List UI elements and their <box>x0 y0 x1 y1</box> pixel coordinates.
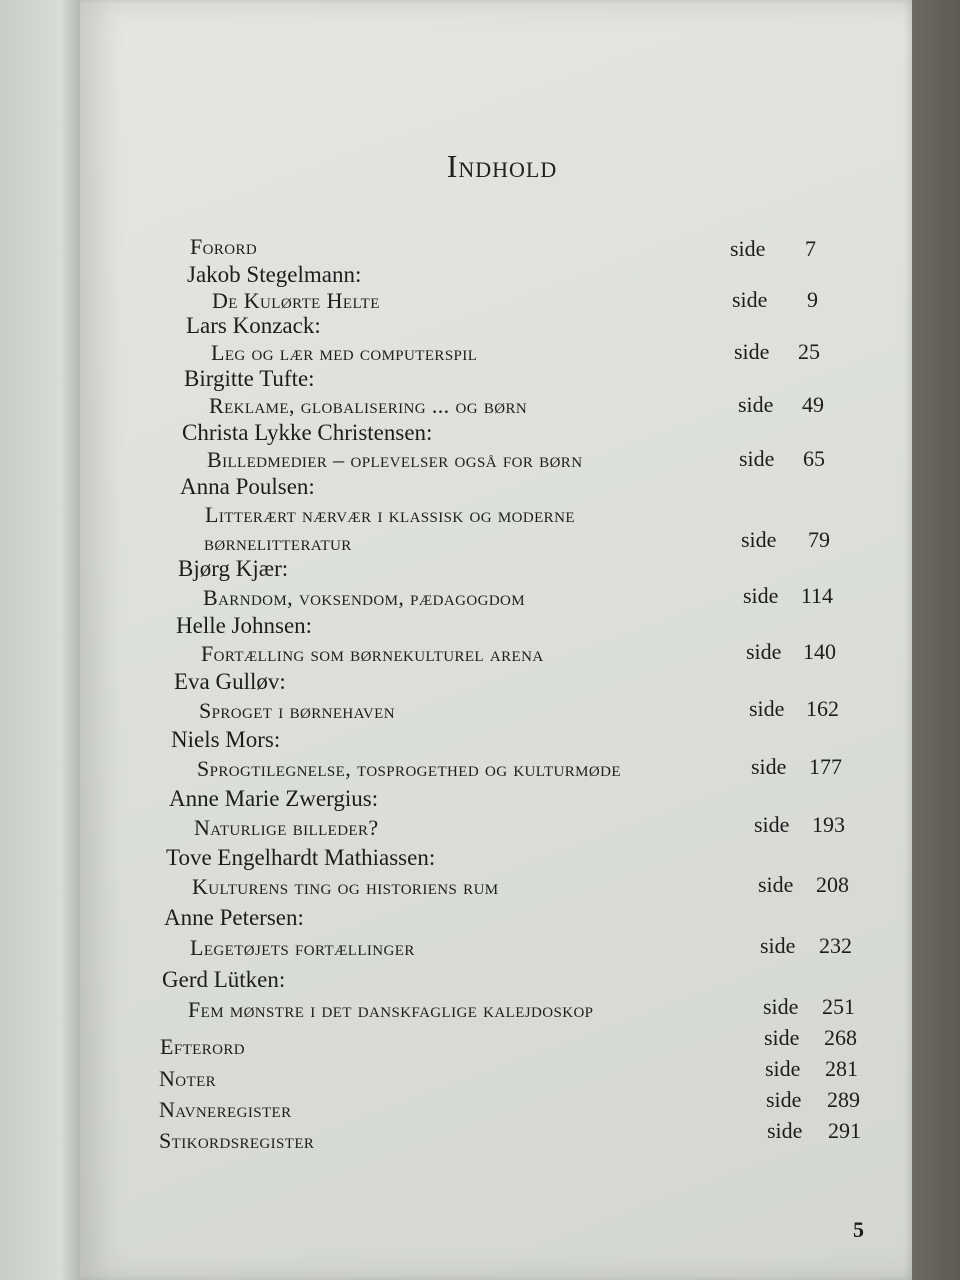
toc-entry-title: Reklame, globalisering ... og børn <box>209 393 528 418</box>
toc-entry-author: Anne Marie Zwergius: <box>169 786 379 811</box>
page-title: Indhold <box>446 148 558 184</box>
toc-entry-author: Jakob Stegelmann: <box>187 262 362 287</box>
toc-page-ref: side 251 <box>763 994 855 1019</box>
toc-page-ref: side 193 <box>754 812 845 837</box>
toc-entry-title: Naturlige billeder? <box>194 815 379 840</box>
toc-entry-author: Birgitte Tufte: <box>184 366 315 391</box>
toc-entry-author: Christa Lykke Christensen: <box>182 420 433 445</box>
toc-entry-author: Niels Mors: <box>171 727 281 752</box>
toc-page-ref: side 281 <box>765 1056 858 1081</box>
toc-entry-title: Sprogtilegnelse, tosprogethed og kulturmøde <box>197 756 621 781</box>
toc-entry-author: Bjørg Kjær: <box>178 556 289 581</box>
toc-entry-title-continued: børnelitteratur <box>204 530 352 555</box>
toc-page-ref: side 7 <box>730 236 816 261</box>
toc-entry-author: Anne Petersen: <box>164 905 304 930</box>
toc-page-ref: side 114 <box>743 583 833 608</box>
toc-page-ref: side 289 <box>766 1087 860 1112</box>
toc-page-ref: side 268 <box>764 1025 857 1050</box>
toc-page-ref: side 65 <box>739 446 825 471</box>
toc-entry-title: Fem mønstre i det danskfaglige kalejdoskop <box>188 997 594 1022</box>
toc-page-ref: side 208 <box>758 872 849 897</box>
toc-entry-title: Fortælling som børnekulturel arena <box>201 641 544 666</box>
toc-entry-title: Sproget i børnehaven <box>199 698 395 723</box>
toc-entry-title: Leg og lær med computerspil <box>211 340 478 365</box>
toc-page-ref: side 49 <box>738 392 824 417</box>
toc-page-ref: side 140 <box>746 639 836 664</box>
toc-entry-title: Noter <box>159 1066 217 1091</box>
toc-page-ref: side 291 <box>767 1118 861 1143</box>
toc-page-ref: side 25 <box>734 339 820 364</box>
toc-entry-title: De Kulørte Helte <box>212 288 380 313</box>
toc-entry-title: Stikordsregister <box>159 1128 315 1153</box>
toc-entry-title: Kulturens ting og historiens rum <box>192 874 499 899</box>
toc-entry-author: Gerd Lütken: <box>162 967 286 992</box>
toc-entry-author: Lars Konzack: <box>186 313 321 338</box>
toc-entry-title: Barndom, voksendom, pædagogdom <box>203 585 526 610</box>
toc-entry-title: Forord <box>190 234 258 259</box>
toc-page-ref: side 177 <box>751 754 842 779</box>
toc-page-ref: side 79 <box>741 527 830 552</box>
toc-entry-title: Efterord <box>160 1034 245 1059</box>
toc-entry-title: Legetøjets fortællinger <box>190 935 415 960</box>
toc-entry-author: Anna Poulsen: <box>180 474 315 499</box>
page-number: 5 <box>853 1217 864 1242</box>
toc-page-ref: side 9 <box>732 287 818 312</box>
toc-entry-author: Eva Gulløv: <box>174 669 286 694</box>
toc-page-ref: side 162 <box>749 696 839 721</box>
toc-page-ref: side 232 <box>760 933 852 958</box>
toc-entry-title: Billedmedier – oplevelser også for børn <box>207 447 583 472</box>
toc-entry-author: Tove Engelhardt Mathiassen: <box>166 845 436 870</box>
toc-entry-title: Litterært nærvær i klassisk og moderne <box>205 502 575 527</box>
toc-entry-author: Helle Johnsen: <box>176 613 313 638</box>
toc-entry-title: Navneregister <box>159 1097 292 1122</box>
